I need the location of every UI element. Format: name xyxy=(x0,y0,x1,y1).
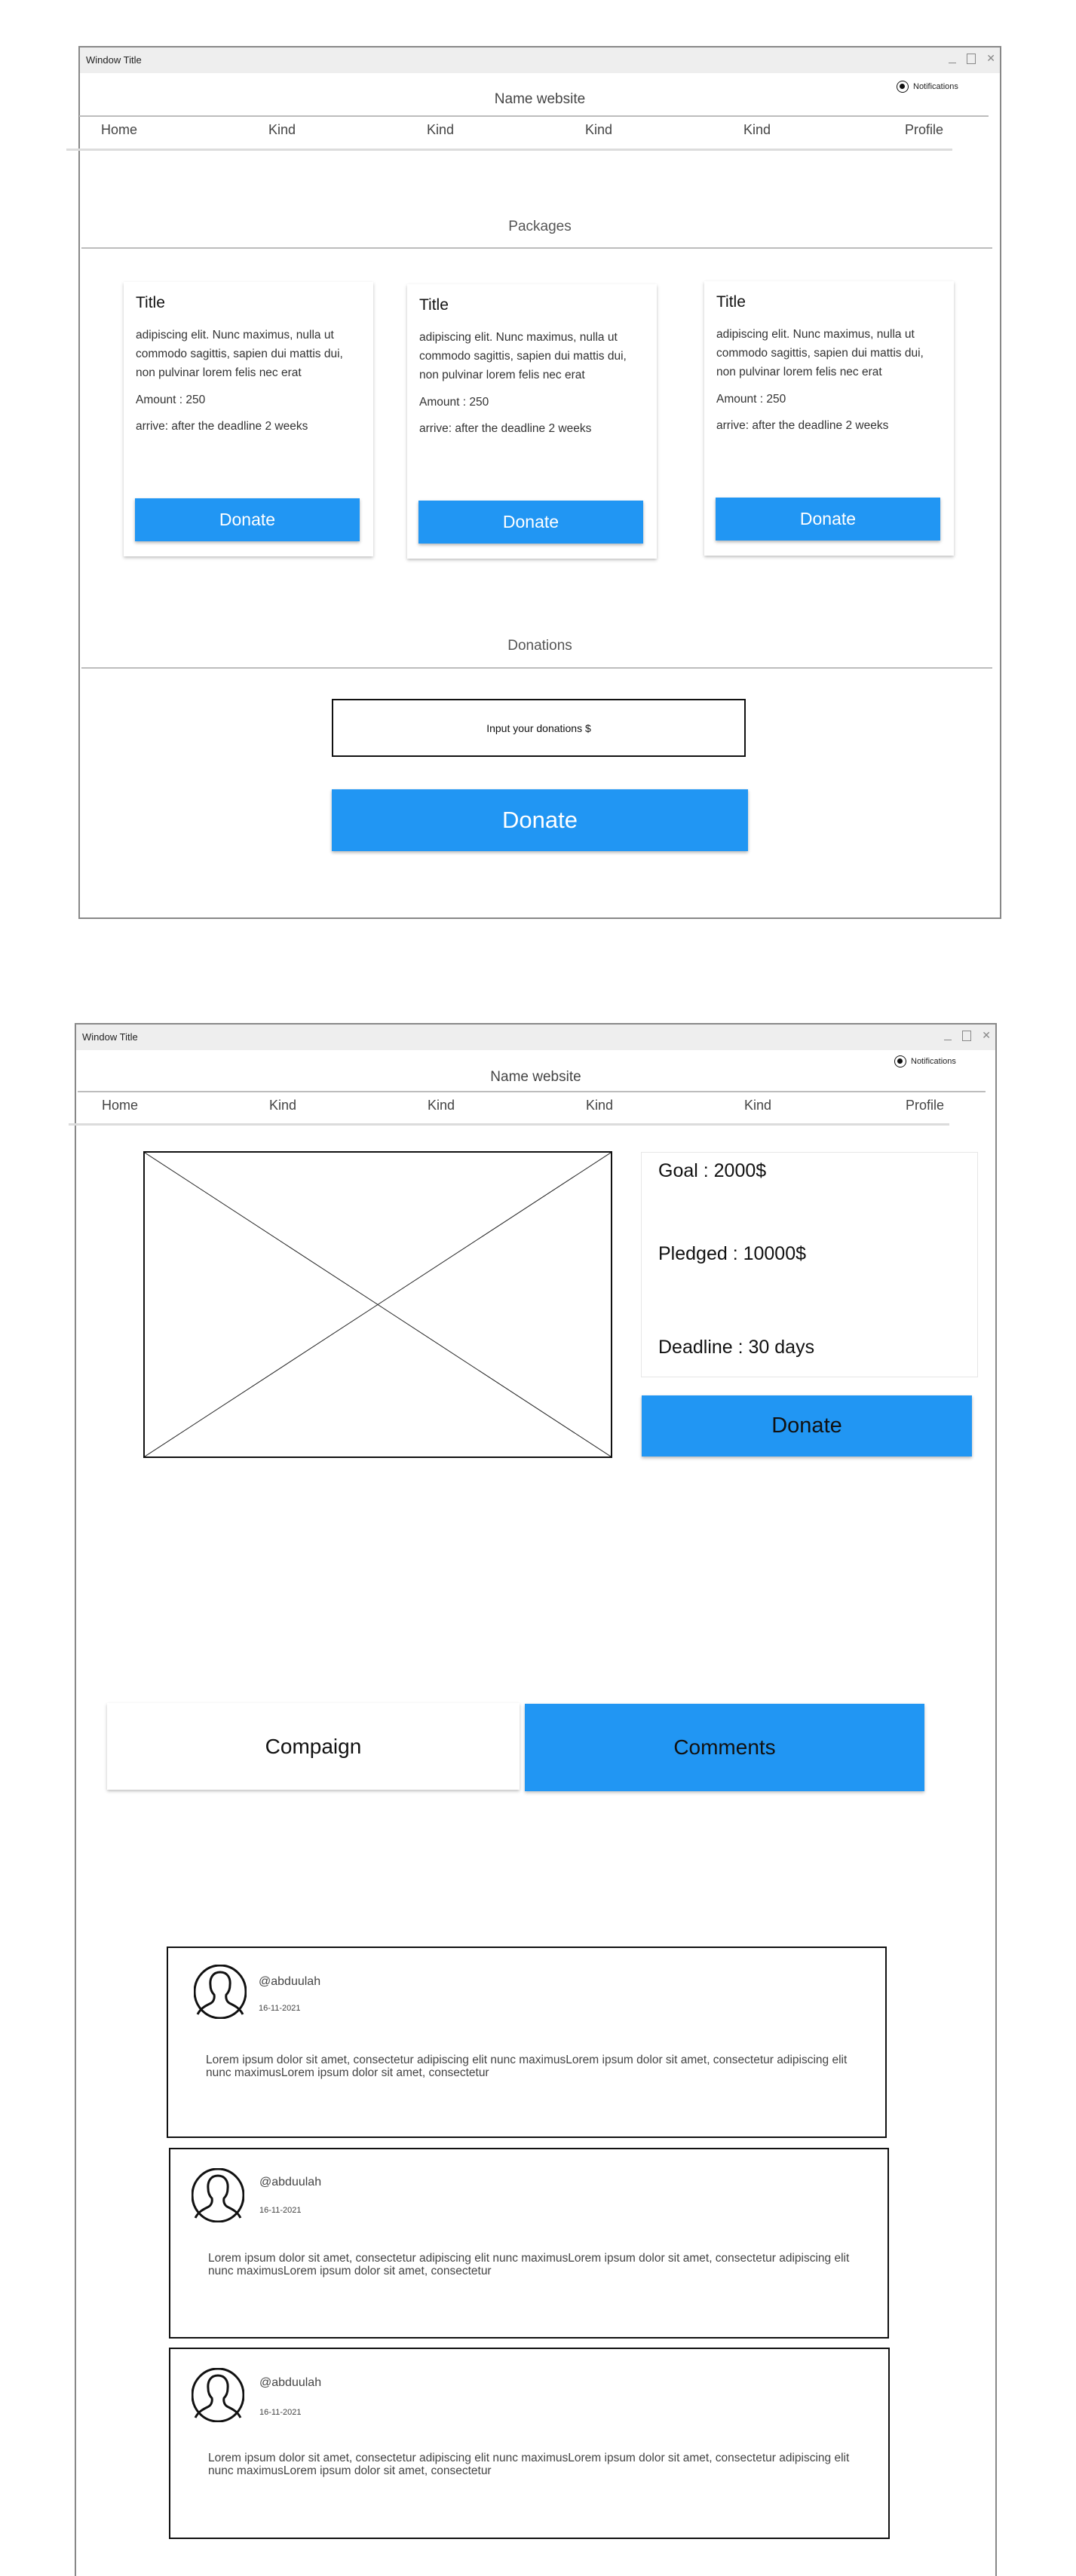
donations-heading: Donations xyxy=(507,638,572,654)
package-card xyxy=(704,281,954,556)
radio-selected-icon xyxy=(894,1055,906,1067)
packages-heading: Packages xyxy=(508,219,572,234)
user-avatar-icon xyxy=(192,2168,244,2222)
package-title: Title xyxy=(419,296,449,314)
package-title: Title xyxy=(136,294,165,311)
notifications-toggle[interactable] xyxy=(894,1055,956,1067)
window-campaign xyxy=(75,1023,997,2576)
package-arrival: arrive: after the deadline 2 weeks xyxy=(716,419,889,432)
packages-divider xyxy=(81,247,992,249)
comment-card xyxy=(169,2348,890,2539)
image-placeholder-icon xyxy=(145,1153,611,1456)
campaign-image-placeholder xyxy=(143,1151,612,1458)
package-title: Title xyxy=(716,293,746,311)
maximize-icon[interactable] xyxy=(962,1031,971,1041)
tab-comments[interactable]: Comments xyxy=(525,1704,924,1791)
nav-home[interactable]: Home xyxy=(101,122,138,137)
package-donate-button[interactable]: Donate xyxy=(418,501,643,544)
campaign-stats xyxy=(641,1152,978,1377)
close-icon[interactable]: ✕ xyxy=(986,52,995,64)
nav-kind-3[interactable]: Kind xyxy=(585,122,613,137)
close-icon[interactable]: ✕ xyxy=(982,1029,991,1041)
package-description: adipiscing elit. Nunc maximus, nulla ut commodo sagittis, sapien dui mattis dui, non pulvinar lorem felis nec erat xyxy=(136,329,343,379)
window-titlebar[interactable] xyxy=(76,1025,995,1050)
package-amount: Amount : 250 xyxy=(136,394,206,406)
donations-divider xyxy=(81,667,992,669)
nav-kind-4[interactable]: Kind xyxy=(744,1098,772,1113)
site-name: Name website xyxy=(494,91,586,107)
nav-kind-4[interactable]: Kind xyxy=(743,122,771,137)
package-arrival: arrive: after the deadline 2 weeks xyxy=(419,422,592,435)
window-title: Window Title xyxy=(82,1031,138,1043)
package-amount: Amount : 250 xyxy=(716,393,786,406)
package-card xyxy=(124,282,373,556)
package-donate-button[interactable]: Donate xyxy=(135,498,360,541)
minimize-icon[interactable] xyxy=(944,1029,952,1040)
comment-text: Lorem ipsum dolor sit amet, consectetur adipiscing elit nunc maximusLorem ipsum dolor sit amet, consectetur adipiscing elit nunc maximusLorem ipsum dolor sit amet, consectetur xyxy=(208,2252,850,2277)
comment-username[interactable]: @abduulah xyxy=(259,2376,322,2389)
package-description: adipiscing elit. Nunc maximus, nulla ut commodo sagittis, sapien dui mattis dui, non pulvinar lorem felis nec erat xyxy=(716,328,924,378)
window-titlebar[interactable] xyxy=(80,47,1000,73)
window-title: Window Title xyxy=(86,54,142,66)
donate-button[interactable]: Donate xyxy=(642,1395,972,1456)
maximize-icon[interactable] xyxy=(967,54,976,64)
minimize-icon[interactable] xyxy=(949,52,956,63)
pledged-value: Pledged : 10000$ xyxy=(658,1243,807,1264)
tab-campaign[interactable]: Compaign xyxy=(107,1703,520,1790)
nav-kind-2[interactable]: Kind xyxy=(427,122,455,137)
nav-kind-2[interactable]: Kind xyxy=(428,1098,455,1113)
nav-profile[interactable]: Profile xyxy=(905,122,944,137)
package-card xyxy=(407,284,657,559)
notifications-label: Notifications xyxy=(913,82,958,91)
deadline-value: Deadline : 30 days xyxy=(658,1337,815,1358)
goal-value: Goal : 2000$ xyxy=(658,1160,767,1181)
nav-profile[interactable]: Profile xyxy=(906,1098,945,1113)
package-amount: Amount : 250 xyxy=(419,396,489,409)
nav-kind-1[interactable]: Kind xyxy=(269,1098,297,1113)
comment-card xyxy=(167,1947,887,2138)
nav-divider xyxy=(69,1123,949,1126)
comment-date: 16-11-2021 xyxy=(259,2206,302,2215)
comment-text: Lorem ipsum dolor sit amet, consectetur adipiscing elit nunc maximusLorem ipsum dolor sit amet, consectetur adipiscing elit nunc maximusLorem ipsum dolor sit amet, consectetur xyxy=(206,2054,848,2079)
header-divider xyxy=(78,1091,986,1092)
comment-username[interactable]: @abduulah xyxy=(259,2176,322,2189)
user-avatar-icon xyxy=(192,2368,244,2422)
site-name: Name website xyxy=(490,1069,581,1085)
nav-home[interactable]: Home xyxy=(102,1098,139,1113)
comment-card xyxy=(169,2148,889,2339)
user-avatar-icon xyxy=(194,1965,247,2019)
window-packages xyxy=(78,46,1001,919)
donate-button[interactable]: Donate xyxy=(332,789,748,851)
notifications-label: Notifications xyxy=(911,1057,956,1066)
package-arrival: arrive: after the deadline 2 weeks xyxy=(136,420,308,433)
nav-kind-3[interactable]: Kind xyxy=(586,1098,614,1113)
window-controls xyxy=(944,1029,991,1042)
donation-amount-input[interactable]: Input your donations $ xyxy=(332,699,746,757)
comment-date: 16-11-2021 xyxy=(259,2408,302,2417)
nav-kind-1[interactable]: Kind xyxy=(268,122,296,137)
comment-username[interactable]: @abduulah xyxy=(259,1975,321,1988)
comment-text: Lorem ipsum dolor sit amet, consectetur adipiscing elit nunc maximusLorem ipsum dolor sit amet, consectetur adipiscing elit nunc maximusLorem ipsum dolor sit amet, consectetur xyxy=(208,2452,850,2477)
comment-date: 16-11-2021 xyxy=(259,2004,301,2013)
package-description: adipiscing elit. Nunc maximus, nulla ut commodo sagittis, sapien dui mattis dui, non pulvinar lorem felis nec erat xyxy=(419,331,627,381)
window-controls xyxy=(949,52,995,65)
package-donate-button[interactable]: Donate xyxy=(716,498,940,541)
nav-divider xyxy=(66,149,952,151)
header-divider xyxy=(79,115,989,117)
